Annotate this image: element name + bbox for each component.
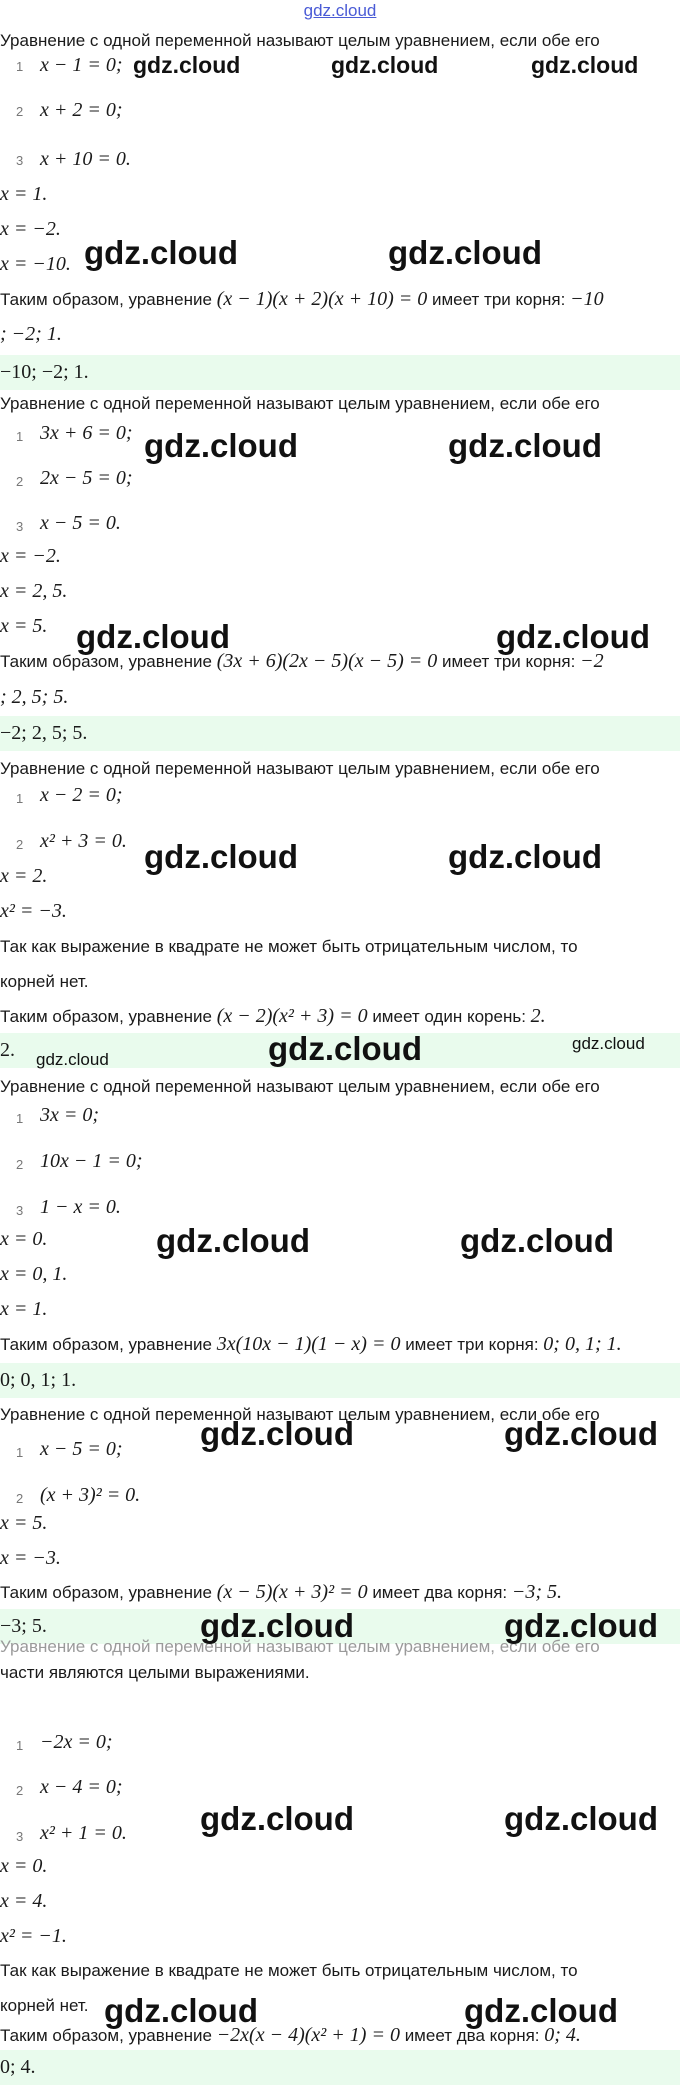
root-value: x = 2. bbox=[0, 865, 48, 887]
intro-text: Уравнение с одной переменной называют целым уравнением, если обе его bbox=[0, 1077, 600, 1096]
root-value: x = 4. bbox=[0, 1890, 48, 1912]
watermark: gdz.cloud bbox=[36, 1050, 109, 1069]
watermark: gdz.cloud bbox=[504, 1607, 658, 1644]
equation: 1 − x = 0. bbox=[40, 1196, 121, 1218]
watermark: gdz.cloud bbox=[156, 1222, 310, 1259]
answer-bar: 2. bbox=[0, 1033, 680, 1068]
equation-number: 1 bbox=[16, 429, 24, 444]
watermark: gdz.cloud bbox=[331, 52, 439, 78]
root-value: x = −3. bbox=[0, 1547, 61, 1569]
equation-number: 3 bbox=[16, 1829, 24, 1844]
root-value: x = 5. bbox=[0, 1512, 48, 1534]
watermark: gdz.cloud bbox=[268, 1030, 422, 1067]
equation: x − 2 = 0; bbox=[40, 784, 123, 806]
intro-text: Уравнение с одной переменной называют целым уравнением, если обе его bbox=[0, 759, 600, 778]
intro-text-tail: части являются целыми выражениями. bbox=[0, 1663, 310, 1682]
watermark: gdz.cloud bbox=[448, 838, 602, 875]
equation-number: 3 bbox=[16, 1203, 24, 1218]
watermark: gdz.cloud bbox=[76, 618, 230, 655]
equation: x + 2 = 0; bbox=[40, 99, 123, 121]
answer-bar: 0; 0, 1; 1. bbox=[0, 1363, 680, 1398]
summary-sentence: Таким образом, уравнение 3x(10x − 1)(1 − x) = 0 имеет три корня: 0; 0, 1; 1. bbox=[0, 1333, 622, 1355]
roots-continuation: ; −2; 1. bbox=[0, 323, 62, 345]
summary-sentence: Таким образом, уравнение (x − 1)(x + 2)(x + 10) = 0 имеет три корня: −10 bbox=[0, 288, 604, 310]
equation-number: 1 bbox=[16, 791, 24, 806]
equation-number: 3 bbox=[16, 153, 24, 168]
intro-text-faded: Уравнение с одной переменной называют целым уравнением, если обе его bbox=[0, 1637, 600, 1656]
equation: 2x − 5 = 0; bbox=[40, 467, 133, 489]
root-value: x = −2. bbox=[0, 218, 61, 240]
watermark: gdz.cloud bbox=[496, 618, 650, 655]
answer-bar: −2; 2, 5; 5. bbox=[0, 716, 680, 751]
root-value: x² = −1. bbox=[0, 1925, 67, 1947]
equation-number: 2 bbox=[16, 474, 24, 489]
equation-number: 1 bbox=[16, 1445, 24, 1460]
note-text: Так как выражение в квадрате не может быть отрицательным числом, то bbox=[0, 1961, 578, 1980]
equation-number: 2 bbox=[16, 1157, 24, 1172]
root-value: x = 2, 5. bbox=[0, 580, 68, 602]
equation: (x + 3)² = 0. bbox=[40, 1484, 141, 1506]
intro-text: Уравнение с одной переменной называют целым уравнением, если обе его bbox=[0, 1405, 600, 1424]
equation-number: 2 bbox=[16, 837, 24, 852]
site-logo-link[interactable]: gdz.cloud bbox=[303, 1, 377, 20]
equation: x − 5 = 0; bbox=[40, 1438, 123, 1460]
watermark: gdz.cloud bbox=[531, 52, 639, 78]
root-value: x = 1. bbox=[0, 1298, 48, 1320]
watermark: gdz.cloud bbox=[388, 234, 542, 271]
watermark: gdz.cloud bbox=[200, 1607, 354, 1644]
root-value: x² = −3. bbox=[0, 900, 67, 922]
watermark: gdz.cloud bbox=[200, 1800, 354, 1837]
equation: 3x + 6 = 0; bbox=[40, 422, 133, 444]
note-text: корней нет. bbox=[0, 1996, 89, 2015]
root-value: x = −2. bbox=[0, 545, 61, 567]
root-value: x = −10. bbox=[0, 253, 71, 275]
summary-sentence: Таким образом, уравнение −2x(x − 4)(x² + 1) = 0 имеет два корня: 0; 4. bbox=[0, 2024, 581, 2046]
equation-number: 1 bbox=[16, 1738, 24, 1753]
equation-number: 2 bbox=[16, 104, 24, 119]
equation: 3x = 0; bbox=[40, 1104, 100, 1126]
root-value: x = 0, 1. bbox=[0, 1263, 68, 1285]
equation: x² + 3 = 0. bbox=[40, 830, 127, 852]
summary-sentence: Таким образом, уравнение (3x + 6)(2x − 5)(x − 5) = 0 имеет три корня: −2 bbox=[0, 650, 604, 672]
root-value: x = 5. bbox=[0, 615, 48, 637]
intro-text: Уравнение с одной переменной называют целым уравнением, если обе его bbox=[0, 31, 600, 50]
equation: x − 5 = 0. bbox=[40, 512, 121, 534]
root-value: x = 0. bbox=[0, 1855, 48, 1877]
watermark: gdz.cloud bbox=[104, 1992, 258, 2029]
watermark: gdz.cloud bbox=[200, 1415, 354, 1452]
equation: x − 1 = 0; bbox=[40, 54, 123, 76]
watermark: gdz.cloud bbox=[133, 52, 241, 78]
note-text: корней нет. bbox=[0, 972, 89, 991]
equation-number: 1 bbox=[16, 1111, 24, 1126]
watermark: gdz.cloud bbox=[504, 1800, 658, 1837]
watermark: gdz.cloud bbox=[504, 1415, 658, 1452]
watermark: gdz.cloud bbox=[448, 427, 602, 464]
watermark: gdz.cloud bbox=[464, 1992, 618, 2029]
intro-text: Уравнение с одной переменной называют целым уравнением, если обе его bbox=[0, 394, 600, 413]
watermark: gdz.cloud bbox=[84, 234, 238, 271]
equation: x² + 1 = 0. bbox=[40, 1822, 127, 1844]
summary-sentence: Таким образом, уравнение (x − 5)(x + 3)² = 0 имеет два корня: −3; 5. bbox=[0, 1581, 563, 1603]
equation-number: 2 bbox=[16, 1491, 24, 1506]
watermark: gdz.cloud bbox=[460, 1222, 614, 1259]
note-text: Так как выражение в квадрате не может быть отрицательным числом, то bbox=[0, 937, 578, 956]
root-value: x = 0. bbox=[0, 1228, 48, 1250]
equation-number: 2 bbox=[16, 1783, 24, 1798]
watermark: gdz.cloud bbox=[144, 838, 298, 875]
watermark: gdz.cloud bbox=[144, 427, 298, 464]
summary-sentence: Таким образом, уравнение (x − 2)(x² + 3) = 0 имеет один корень: 2. bbox=[0, 1005, 546, 1027]
answer-bar: 0; 4. bbox=[0, 2050, 680, 2085]
equation: x − 4 = 0; bbox=[40, 1776, 123, 1798]
equation-number: 1 bbox=[16, 59, 24, 74]
equation: x + 10 = 0. bbox=[40, 148, 131, 170]
equation: 10x − 1 = 0; bbox=[40, 1150, 143, 1172]
answer-bar: −10; −2; 1. bbox=[0, 355, 680, 390]
root-value: x = 1. bbox=[0, 183, 48, 205]
equation: −2x = 0; bbox=[40, 1731, 113, 1753]
roots-continuation: ; 2, 5; 5. bbox=[0, 686, 69, 708]
watermark: gdz.cloud bbox=[572, 1034, 645, 1053]
equation-number: 3 bbox=[16, 519, 24, 534]
answer-bar: −3; 5. bbox=[0, 1609, 680, 1644]
